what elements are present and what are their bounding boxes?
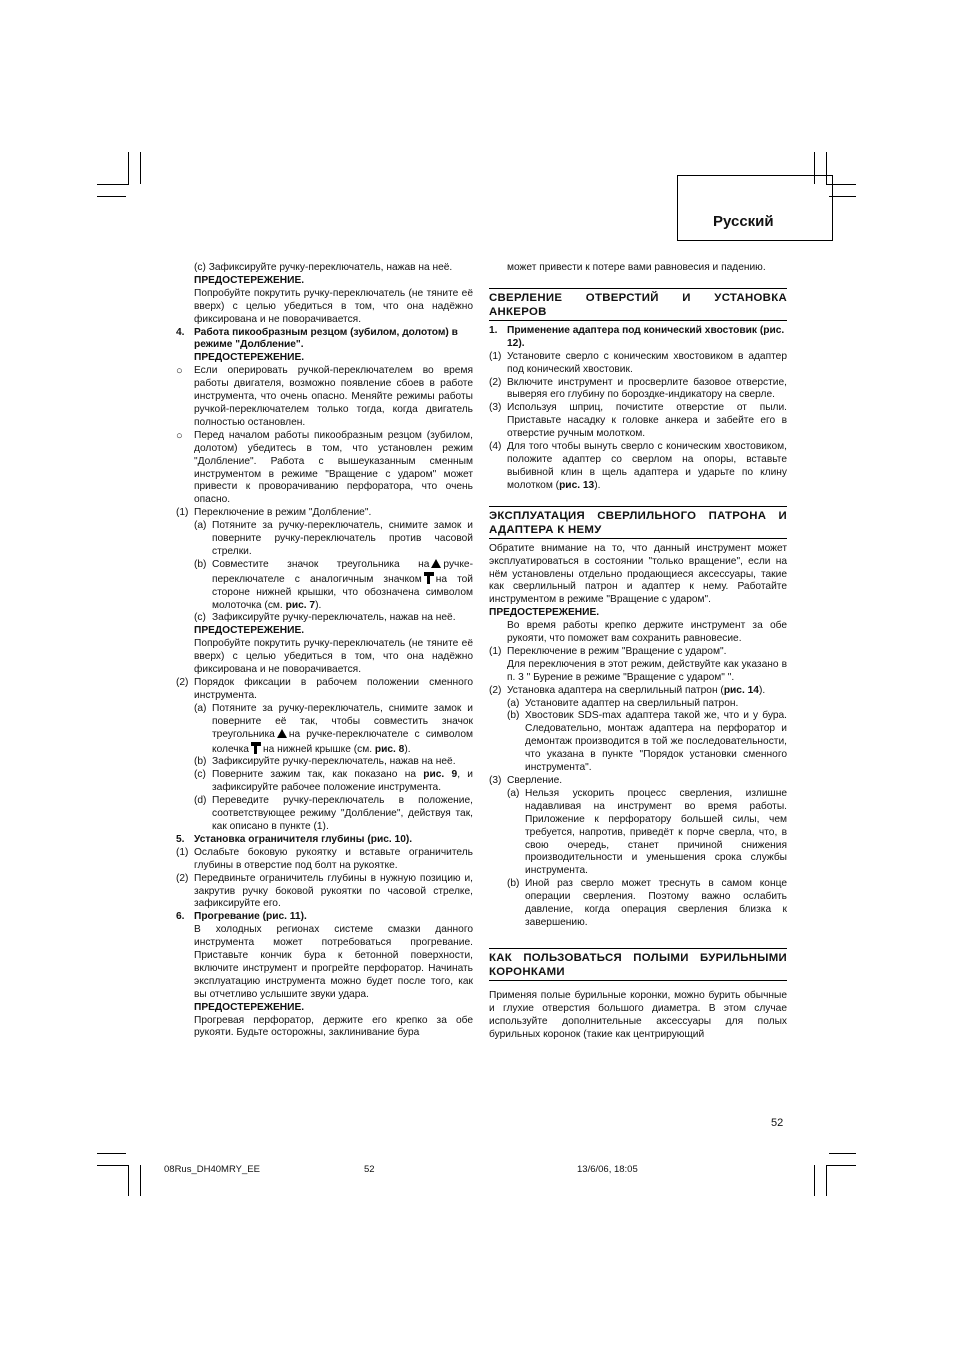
text-fragment: Совместите значок треугольника на xyxy=(212,558,430,570)
text-fragment: ). xyxy=(315,599,322,611)
paragraph: (c) Зафиксируйте ручку-переключатель, нажав на неё. xyxy=(194,262,453,273)
list-item xyxy=(489,878,787,930)
list-item-text xyxy=(212,769,473,795)
text-fragment: ручке-переключателе с аналогичным значком xyxy=(212,558,473,585)
list-item xyxy=(489,698,787,711)
figure-ref: рис. 8 xyxy=(374,743,405,755)
footer-datetime: 13/6/06, 18:05 xyxy=(577,1164,638,1175)
item-letter: (b) xyxy=(194,756,207,768)
caution-heading: ПРЕДОСТЕРЕЖЕНИЕ. xyxy=(194,625,305,637)
list-item xyxy=(176,612,473,625)
circle-bullet-icon: ○ xyxy=(176,429,183,442)
caution-heading: ПРЕДОСТЕРЕЖЕНИЕ. xyxy=(194,1001,305,1013)
list-item xyxy=(489,685,787,698)
section-heading xyxy=(176,834,473,847)
crop-mark xyxy=(814,1165,815,1196)
crop-mark xyxy=(97,1165,129,1166)
crop-mark xyxy=(97,196,126,197)
figure-ref: рис. 7 xyxy=(285,599,316,611)
list-item-text: Иной раз сверло может треснуть в самом конце операции сверления. Поэтому важно ослабить давление, когда операция сверления близка к завершению. xyxy=(525,878,787,928)
figure-ref: рис. 9 xyxy=(423,769,458,781)
list-item-text: Установите сверло с коническим хвостовиком в адаптер под конический хвостовик. xyxy=(507,350,787,375)
text-fragment: , и зафиксируйте рабочее положение инструмента. xyxy=(212,769,473,794)
text-fragment: Поверните зажим так, как показано на xyxy=(212,769,416,781)
item-letter: (a) xyxy=(194,520,207,532)
section-title: Применение адаптера под конический хвостовик (рис. 12). xyxy=(507,324,785,349)
caution-heading: ПРЕДОСТЕРЕЖЕНИЕ. xyxy=(194,274,305,286)
paragraph: Попробуйте покрутить ручку-переключатель (не тяните её вверх) с целью убедиться в том, что она надёжно фиксирована и не поворачивается. xyxy=(194,638,473,676)
section-heading: ЭКСПЛУАТАЦИЯ СВЕРЛИЛЬНОГО ПАТРОНА И АДАПТЕРА К НЕМУ xyxy=(489,506,787,539)
item-number: (4) xyxy=(489,441,502,453)
paragraph: Для переключения в этот режим, действуйте как указано в п. 3 " Бурение в режиме "Вращение с ударом" ". xyxy=(507,658,787,683)
item-letter: (a) xyxy=(194,702,207,714)
item-number: (1) xyxy=(489,645,502,657)
page-number: 52 xyxy=(771,1117,784,1129)
crop-mark xyxy=(140,152,141,184)
list-item-text: Переключение в режим "Вращение с ударом". xyxy=(507,645,727,657)
list-item-text: Сверление. xyxy=(507,775,563,786)
item-letter: (d) xyxy=(194,795,207,807)
text-fragment: Установка адаптера на сверлильный патрон ( xyxy=(507,684,724,696)
section-title: Прогревание (рис. 11). xyxy=(194,911,307,923)
footer-filename: 08Rus_DH40MRY_EE xyxy=(164,1164,260,1175)
paragraph: Попробуйте покрутить ручку-переключатель (не тяните её вверх) с целью убедиться в том, что она надёжно фиксирована и не поворачивается. xyxy=(194,287,473,325)
list-item-text: Включите инструмент и просверлите базовое отверстие, выверяя его глубину по бороздке-индикатору на сверле. xyxy=(507,376,787,401)
list-item xyxy=(176,520,473,559)
section-title: Работа пикообразным резцом (зубилом, долотом) в режиме "Долбление". xyxy=(194,326,458,351)
list-item xyxy=(489,775,787,788)
crop-mark xyxy=(97,1153,126,1154)
item-number: (1) xyxy=(176,846,189,858)
figure-ref: рис. 14 xyxy=(723,684,759,696)
list-item xyxy=(489,377,787,403)
section-heading: КАК ПОЛЬЗОВАТЬСЯ ПОЛЫМИ БУРИЛЬНЫМИ КОРОНКАМИ xyxy=(489,948,787,981)
item-number: (2) xyxy=(176,872,189,884)
list-item xyxy=(489,402,787,441)
item-number: (2) xyxy=(489,684,502,696)
hammer-icon xyxy=(424,572,434,584)
text-fragment: ). xyxy=(594,479,601,491)
paragraph: Обратите внимание на то, что данный инструмент может эксплуатироваться в состоянии "только вращение", если на нём установлены отдельно продающиеся аксессуары, такие как сверлильный патрон и адаптер к нему. Работайте инструментом в режиме "Вращение с ударом". xyxy=(489,542,787,606)
text-fragment: Для того чтобы вынуть сверло с коническим хвостовиком, положите адаптер со сверлом на опоры, вставьте выбивной клин в щель адаптера и ударьте по клину молотком ( xyxy=(507,441,787,491)
section-title: Установка ограничителя глубины (рис. 10). xyxy=(194,833,413,845)
item-letter: (b) xyxy=(194,558,207,570)
list-item-text: Ослабьте боковую рукоятку и вставьте ограничитель глубины в отверстие под болт на рукоятке. xyxy=(194,846,473,871)
section-number: 1. xyxy=(489,324,498,336)
list-item xyxy=(489,710,787,775)
item-number: (2) xyxy=(489,376,502,388)
item-letter: (c) xyxy=(194,612,206,624)
text-fragment: Потяните за ручку-переключатель, снимите замок и поверните её так, чтобы совместить значок треугольника xyxy=(212,702,473,740)
list-item-text: Установите адаптер на сверлильный патрон. xyxy=(525,697,739,709)
paragraph: В холодных регионах системе смазки данного инструмента может потребоваться прогревание. Приставьте кончик бура к бетонной поверхности, включите инструмент и прогрейте перфоратор. Начинать эксплуатацию инструмента можно будет после того, как вы отчетливо услышите звуки удара. xyxy=(194,924,473,1000)
list-item-text: Переключение в режим "Долбление". xyxy=(194,507,372,519)
list-item-text: Используя шприц, почистите отверстие от пыли. Приставьте насадку к головке анкера и забейте его в отверстие ручным молотком. xyxy=(507,402,787,440)
list-item-text: Нельзя ускорить процесс сверления, излишне надавливая на инструмент во время работы. Приложение к перфоратору большей силы, чем требуется, напротив, приведёт к порче сверла, что, в свою очередь, станет причиной снижения производительности и уменьшения срока службы инструмента. xyxy=(525,787,787,877)
item-number: (3) xyxy=(489,775,502,786)
item-letter: (c) xyxy=(194,769,206,781)
list-item xyxy=(176,507,473,520)
paragraph: Во время работы крепко держите инструмент за обе рукояти, что поможет вам сохранить равновесие. xyxy=(507,620,787,645)
item-letter: (a) xyxy=(507,787,520,799)
triangle-icon xyxy=(431,559,441,568)
section-number: 5. xyxy=(176,833,185,845)
crop-mark xyxy=(128,1165,129,1196)
item-number: (2) xyxy=(176,677,189,688)
section-subheading xyxy=(489,325,787,351)
list-item-text: Если оперировать ручкой-переключателем во время работы двигателя, возможно появление сбоев в работе инструмента, что очень опасно. Меняйте режимы работы ручкой-переключателем только тогда, когда двигатель полностью остановлен. xyxy=(194,365,473,428)
item-number: (3) xyxy=(489,402,502,414)
paragraph: Применяя полые бурильные коронки, можно бурить обычные и глухие отверстия большого диаметра. В этом случае используйте дополнительные аксессуары для полых бурильных коронок (такие как центрирующий xyxy=(489,989,787,1040)
list-item xyxy=(489,351,787,377)
paragraph: Прогревая перфоратор, держите его крепко за обе рукояти. Будьте осторожны, заклинивание бура xyxy=(194,1014,473,1039)
text-fragment: на ручке-переключателе с символом колечка xyxy=(212,728,473,755)
language-tab xyxy=(677,175,833,241)
list-item-text: Передвиньте ограничитель глубины в нужную позицию и, закрутив ручку боковой рукоятки по часовой стрелке, зафиксируйте его. xyxy=(194,872,473,910)
crop-mark xyxy=(829,1153,856,1154)
list-item xyxy=(176,756,473,769)
list-item-text xyxy=(212,703,473,757)
list-item xyxy=(489,646,787,659)
list-item-text: Хвостовик SDS-max адаптера такой же, что и у бура. Следовательно, монтаж адаптера на перфоратор и демонтаж производится в той же последовательности, что указана в пункте "Порядок установки сменного инструмента". xyxy=(525,710,787,774)
list-item xyxy=(176,795,473,834)
list-item xyxy=(176,365,473,430)
text-fragment: на той стороне нижней крышки, что обозначена символом молоточка (см. xyxy=(212,573,473,611)
list-item-text: Зафиксируйте ручку-переключатель, нажав на неё. xyxy=(212,756,456,768)
list-item-text: Перед началом работы пикообразным резцом (зубилом, долотом) убедитесь в том, что установлен режим "Долбление". Работа с вышеуказанным сменным инструментом в режиме "Вращение с ударом" может привести к проворачиванию перфоратора, что очень опасно. xyxy=(194,429,473,506)
section-heading: СВЕРЛЕНИЕ ОТВЕРСТИЙ И УСТАНОВКА АНКЕРОВ xyxy=(489,288,787,321)
item-letter: (a) xyxy=(507,697,520,709)
list-item xyxy=(176,873,473,912)
left-column xyxy=(176,262,473,1040)
crop-mark xyxy=(826,1165,856,1166)
list-item xyxy=(176,677,473,703)
list-item-text: Порядок фиксации в рабочем положении сменного инструмента. xyxy=(194,677,473,701)
crop-mark xyxy=(140,1165,141,1196)
section-number: 6. xyxy=(176,911,185,923)
caution-heading: ПРЕДОСТЕРЕЖЕНИЕ. xyxy=(194,352,305,364)
item-letter: (b) xyxy=(507,878,520,890)
text-fragment: ). xyxy=(758,684,766,696)
item-letter: (b) xyxy=(507,710,520,722)
right-column xyxy=(489,262,787,1042)
paragraph: может привести к потере вами равновесия и падению. xyxy=(507,262,766,273)
figure-ref: рис. 13 xyxy=(559,479,595,491)
text-fragment: на нижней крышке (см. xyxy=(262,743,373,755)
list-item xyxy=(176,559,473,613)
item-number: (1) xyxy=(489,350,502,362)
list-item xyxy=(176,847,473,873)
list-item xyxy=(489,441,787,493)
list-item-text: Переведите ручку-переключатель в положение, соответствующее режиму "Долбление", действуя так, как описано в пункте (1). xyxy=(212,795,473,832)
section-heading xyxy=(176,911,473,924)
list-item-text xyxy=(507,441,787,493)
circle-bullet-icon: ○ xyxy=(176,365,183,378)
list-item-text xyxy=(507,685,787,698)
language-label: Русский xyxy=(713,213,774,230)
list-item-text: Потяните за ручку-переключатель, снимите замок и поверните ручку-переключатель против часовой стрелки. xyxy=(212,520,473,557)
ring-symbol-icon xyxy=(251,742,261,754)
crop-mark xyxy=(826,1165,827,1196)
triangle-icon xyxy=(277,729,287,738)
footer-page: 52 xyxy=(364,1164,375,1175)
caution-heading: ПРЕДОСТЕРЕЖЕНИЕ. xyxy=(489,607,600,619)
crop-mark xyxy=(829,196,856,197)
text-fragment: ). xyxy=(404,743,411,755)
list-item xyxy=(176,430,473,507)
crop-mark xyxy=(97,184,129,185)
list-item xyxy=(176,769,473,795)
list-item-text xyxy=(212,559,473,613)
crop-mark xyxy=(128,152,129,184)
section-number: 4. xyxy=(176,326,185,338)
list-item xyxy=(176,703,473,757)
section-heading xyxy=(176,327,473,353)
item-number: (1) xyxy=(176,507,189,519)
list-item-text: Зафиксируйте ручку-переключатель, нажав на неё. xyxy=(212,612,456,624)
list-item xyxy=(489,788,787,878)
